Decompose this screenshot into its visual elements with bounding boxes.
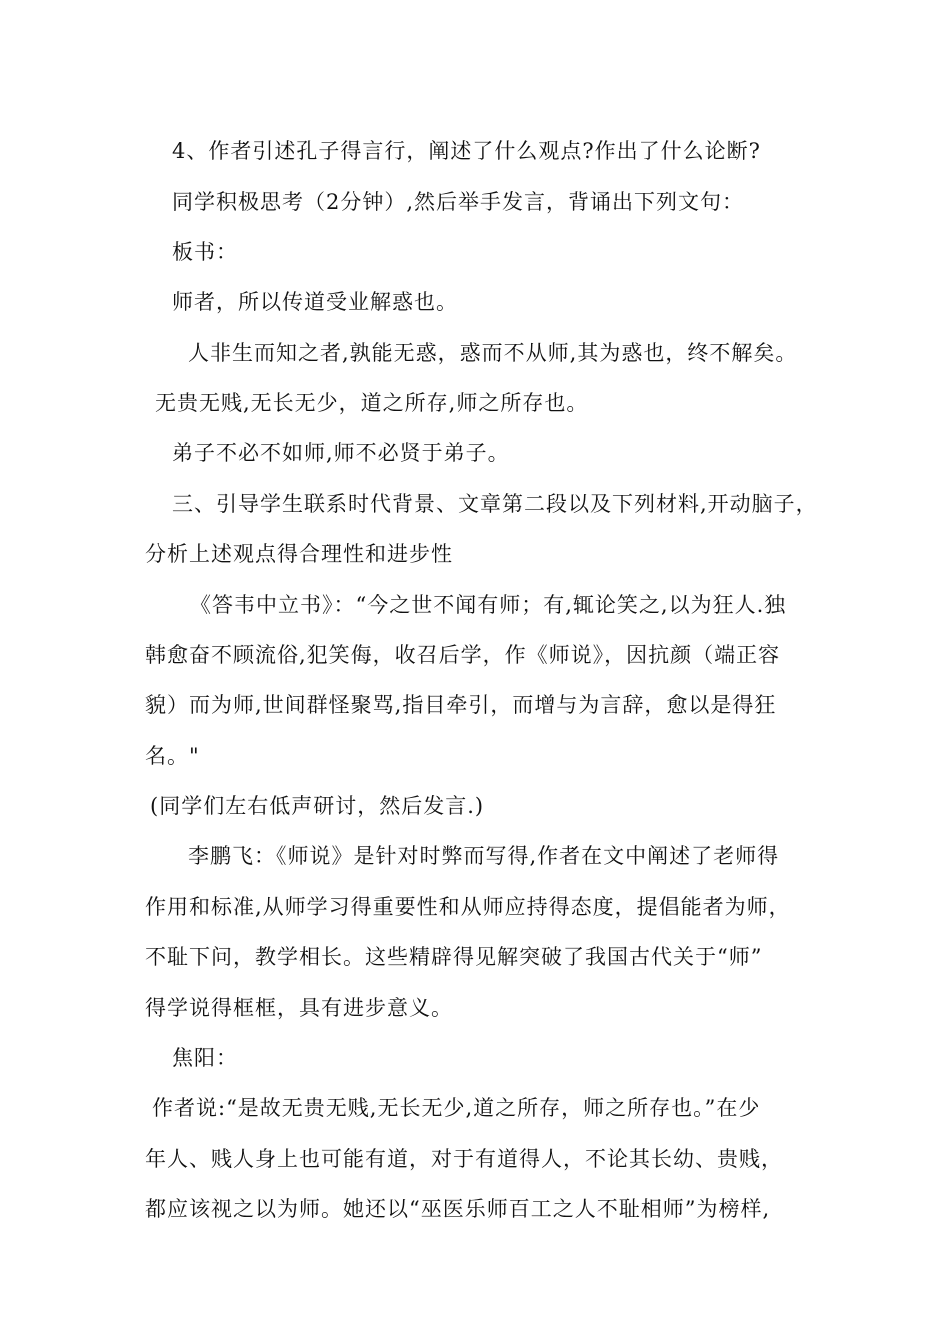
quote-line-3: 无贵无贱,无长无少，道之所存,师之所存也。 — [155, 391, 589, 415]
student-2-line-1: 作者说:“是故无贵无贱,无长无少,道之所存，师之所存也。”在少 — [152, 1096, 761, 1120]
material-line-4: 名。" — [145, 744, 200, 768]
student-2-line-2: 年人、贱人身上也可能有道，对于有道得人，不论其长幼、贵贱， — [145, 1147, 783, 1171]
question-4: 4、作者引述孔子得言行，阐述了什么观点?作出了什么论断? — [172, 139, 761, 163]
section-3-heading-cont: 分析上述观点得合理性和进步性 — [145, 542, 453, 566]
student-1-line-3: 不耻下问，教学相长。这些精辟得见解突破了我国古代关于“师” — [145, 945, 763, 969]
student-1-line-2: 作用和标准,从师学习得重要性和从师应持得态度，提倡能者为师， — [145, 895, 791, 919]
quote-line-4: 弟子不必不如师,师不必贤于弟子。 — [172, 441, 510, 465]
blackboard-label: 板书： — [172, 240, 238, 264]
section-3-heading: 三、引导学生联系时代背景、文章第二段以及下列材料,开动脑子， — [172, 492, 818, 516]
material-line-1: 《答韦中立书》：“今之世不闻有师；有,辄论笑之,以为狂人.独 — [190, 593, 787, 617]
student-1-line-4: 得学说得框框，具有进步意义。 — [145, 996, 453, 1020]
student-2-line-3: 都应该视之以为师。她还以“巫医乐师百工之人不耻相师”为榜样, — [145, 1197, 771, 1221]
discussion-note: (同学们左右低声研讨，然后发言.) — [150, 794, 485, 818]
material-line-3: 貌）而为师,世间群怪聚骂,指目牵引，而增与为言辞，愈以是得狂 — [145, 693, 777, 717]
student-1-line-1: 李鹏飞：《师说》是针对时弊而写得,作者在文中阐述了老师得 — [188, 844, 780, 868]
student-2-label: 焦阳： — [172, 1046, 238, 1070]
quote-line-1: 师者，所以传道受业解惑也。 — [172, 290, 458, 314]
instruction-line: 同学积极思考（2分钟）,然后举手发言，背诵出下列文句： — [172, 190, 745, 214]
material-line-2: 韩愈奋不顾流俗,犯笑侮，收召后学，作《师说》，因抗颜（端正容 — [145, 643, 781, 667]
quote-line-2: 人非生而知之者,孰能无惑，惑而不从师,其为惑也，终不解矣。 — [188, 341, 798, 365]
